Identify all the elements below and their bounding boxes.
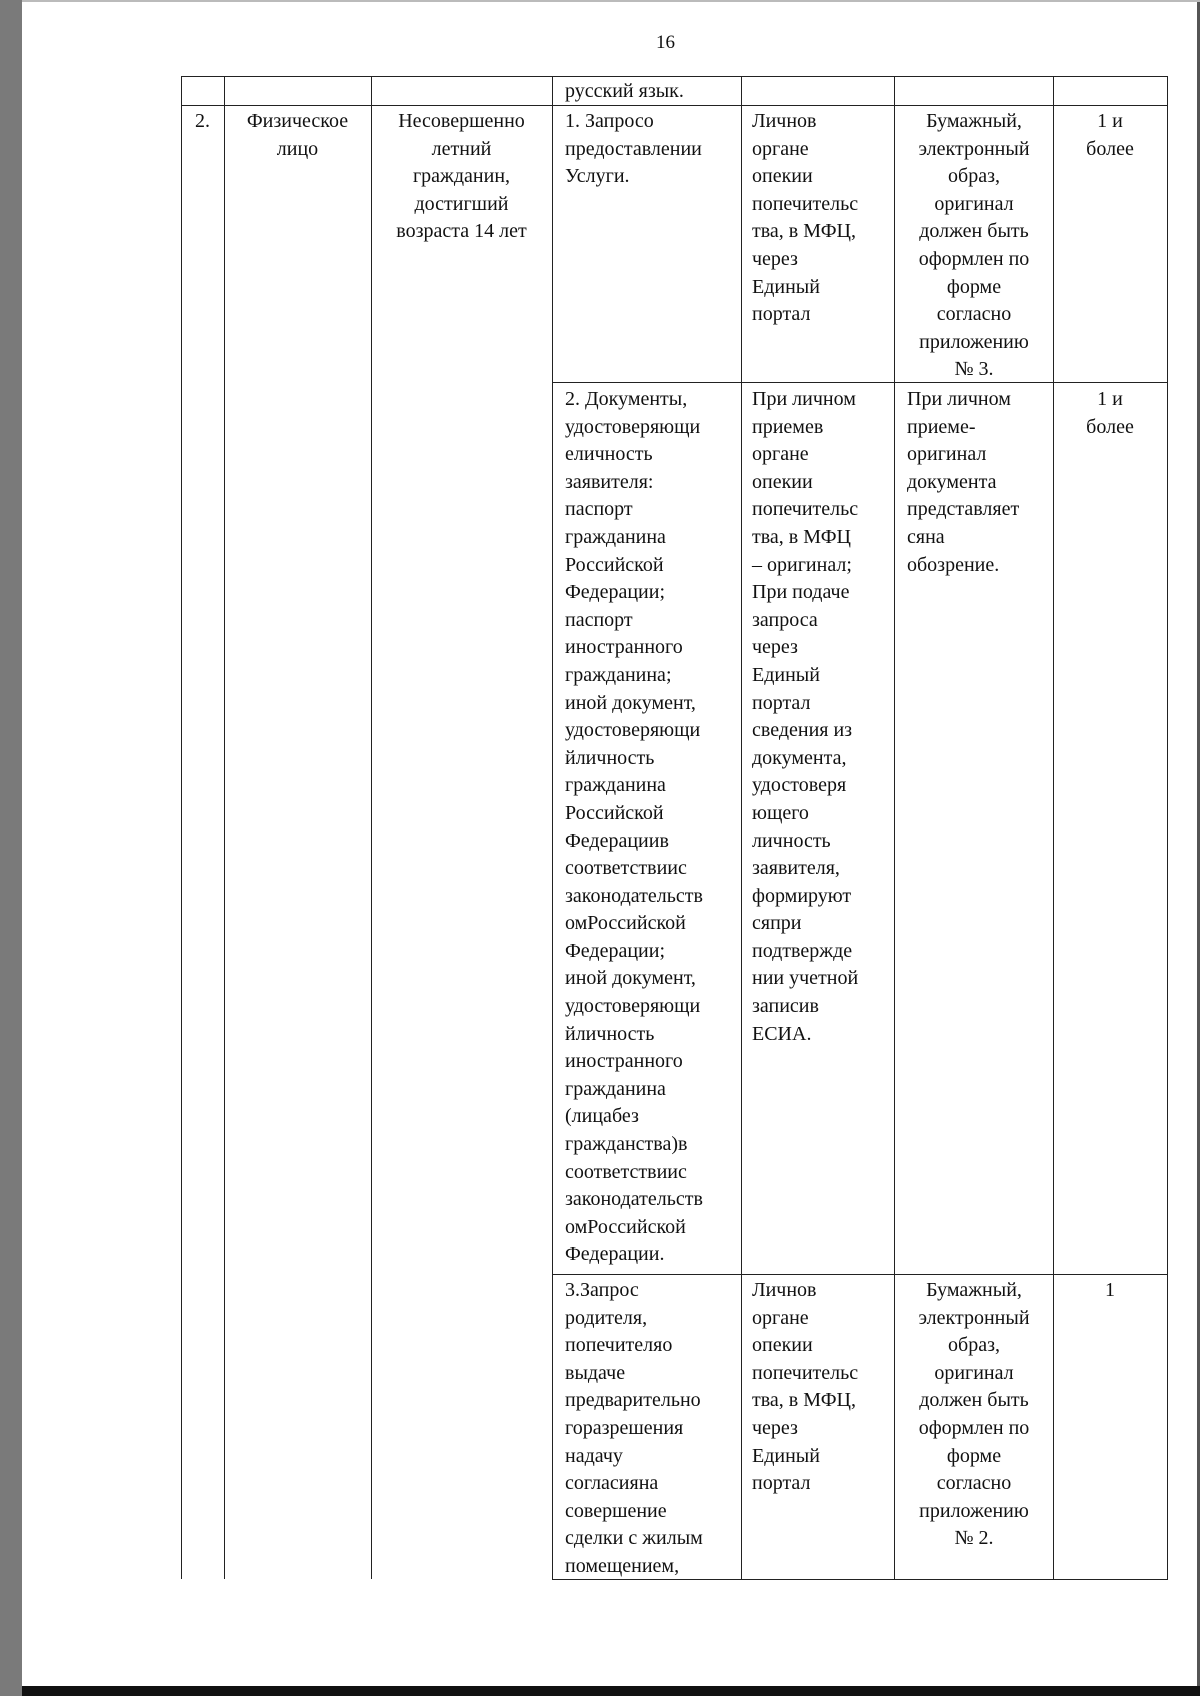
text-line xyxy=(565,965,731,993)
text-line xyxy=(565,552,731,580)
text-line xyxy=(565,108,731,136)
text-word: гражданина xyxy=(565,1077,666,1100)
text-word: записи xyxy=(752,995,810,1018)
text-line xyxy=(907,524,1043,552)
text-line: достигший xyxy=(414,192,509,215)
text-word: предоставлении xyxy=(565,137,702,160)
text-word: личность xyxy=(575,746,655,769)
text-word: При подаче xyxy=(752,581,850,604)
text-line: № 3. xyxy=(954,358,994,381)
doc2-form xyxy=(907,386,1043,579)
text-line xyxy=(565,1186,731,1214)
text-line xyxy=(752,910,886,938)
text-line xyxy=(565,441,731,469)
prev-row-text: русский язык. xyxy=(565,80,684,102)
text-line xyxy=(907,386,1043,414)
text-word: – оригинал; xyxy=(752,553,852,576)
text-line xyxy=(565,496,731,524)
text-word: соответствии xyxy=(565,857,679,880)
text-line: возраста 14 лет xyxy=(396,220,527,243)
text-line xyxy=(752,828,886,856)
text-line xyxy=(565,1076,731,1104)
text-word: на xyxy=(925,525,945,548)
text-line: образ, xyxy=(948,1334,1000,1357)
text-line xyxy=(565,414,731,442)
text-line xyxy=(565,1241,731,1269)
text-line xyxy=(752,579,886,607)
table-border xyxy=(894,76,895,1579)
text-line xyxy=(752,1332,886,1360)
text-word: ся xyxy=(752,912,771,935)
text-word: заявителя: xyxy=(565,470,654,493)
text-line: гражданин, xyxy=(412,165,511,188)
text-word: на xyxy=(638,1472,659,1495)
text-word: ом xyxy=(565,1215,588,1238)
text-word: Лично xyxy=(752,110,808,132)
text-word: иной документ, xyxy=(565,691,696,714)
text-word: Российской xyxy=(565,801,664,824)
text-word: 2. Документы, xyxy=(565,388,688,410)
text-word: документа xyxy=(907,470,997,493)
text-word: формируют xyxy=(752,884,852,907)
text-word: удостоверя xyxy=(752,774,847,797)
text-word: разрешения xyxy=(582,1416,684,1439)
text-word: о xyxy=(643,110,654,132)
text-word: опеки xyxy=(752,470,802,493)
text-line: Бумажный, xyxy=(926,110,1022,132)
applicant-category xyxy=(224,108,371,163)
text-line: образ, xyxy=(948,165,1000,188)
text-line: оформлен по xyxy=(918,247,1030,270)
text-line xyxy=(565,1470,731,1498)
text-line xyxy=(752,524,886,552)
text-line xyxy=(907,552,1043,580)
doc1-form xyxy=(899,108,1049,384)
text-word: родителя, xyxy=(565,1306,648,1329)
text-word: паспорт xyxy=(565,608,633,631)
doc3-name xyxy=(565,1277,731,1581)
text-line xyxy=(565,1360,731,1388)
text-line: должен быть xyxy=(919,1389,1029,1412)
text-word: Единый xyxy=(752,663,820,686)
text-line: Бумажный, xyxy=(926,1279,1022,1301)
text-line: 1 xyxy=(1105,1279,1115,1301)
text-line xyxy=(565,1387,731,1415)
text-word: выдаче xyxy=(565,1361,626,1384)
text-word: При личном xyxy=(907,388,1011,410)
text-word: портал xyxy=(752,303,811,326)
text-word: законодательств xyxy=(565,1188,703,1211)
text-line xyxy=(907,441,1043,469)
text-word: приеме xyxy=(752,415,814,438)
text-word: через xyxy=(752,1416,798,1439)
text-line: более xyxy=(1086,137,1134,160)
text-line xyxy=(565,1048,731,1076)
text-word: попечительс xyxy=(752,498,859,521)
text-line xyxy=(565,1525,731,1553)
text-line: более xyxy=(1086,415,1134,438)
text-line xyxy=(752,1305,886,1333)
text-line: оригинал xyxy=(934,192,1014,215)
text-line xyxy=(565,662,731,690)
text-line: летний xyxy=(431,137,492,160)
text-word: через xyxy=(752,247,798,270)
text-word: Единый xyxy=(752,1444,820,1467)
text-line xyxy=(565,163,731,191)
text-word: в xyxy=(809,995,819,1018)
text-line xyxy=(752,414,886,442)
text-word: гражданина xyxy=(565,774,666,797)
text-line: электронный xyxy=(918,137,1030,160)
text-line xyxy=(752,1021,886,1049)
text-line xyxy=(565,1131,731,1159)
text-word: подтвержде xyxy=(752,939,853,962)
text-word: с xyxy=(678,857,687,880)
text-word: Запрос xyxy=(580,1279,639,1301)
text-line xyxy=(752,136,886,164)
text-word: сделки с жилым xyxy=(565,1527,703,1550)
text-word: и xyxy=(802,470,813,493)
text-word: иностранного xyxy=(565,636,683,659)
text-line xyxy=(565,772,731,800)
text-line: согласно xyxy=(936,303,1012,326)
table-border xyxy=(1167,76,1168,1579)
prev-row-tail xyxy=(565,78,735,106)
text-word: согласия xyxy=(565,1472,639,1495)
text-line xyxy=(752,662,886,690)
text-word: органе xyxy=(752,1306,809,1329)
text-line xyxy=(752,163,886,191)
text-word: 1. Запрос xyxy=(565,110,644,132)
text-word: дачу xyxy=(584,1444,623,1467)
text-word: портал xyxy=(752,1472,811,1495)
text-word: заявителя, xyxy=(752,857,840,880)
text-word: гражданина; xyxy=(565,663,672,686)
text-word: помещением, xyxy=(565,1554,680,1577)
text-line xyxy=(565,1103,731,1131)
text-line xyxy=(565,634,731,662)
text-word: Российской xyxy=(565,553,664,576)
text-word: личность xyxy=(573,443,653,466)
text-line xyxy=(752,1277,886,1305)
text-line xyxy=(565,1332,731,1360)
text-word: приеме xyxy=(907,415,969,438)
text-word: тва, в МФЦ, xyxy=(752,1389,857,1412)
text-word: в xyxy=(813,415,824,438)
text-line xyxy=(752,938,886,966)
text-line xyxy=(565,1415,731,1443)
text-line: должен быть xyxy=(919,220,1029,243)
text-line xyxy=(752,441,886,469)
text-word: удостоверяющи xyxy=(565,719,701,742)
text-word: и xyxy=(802,165,813,188)
text-line xyxy=(752,1470,886,1498)
text-line: согласно xyxy=(936,1472,1012,1495)
text-line xyxy=(752,1443,886,1471)
text-line xyxy=(907,496,1043,524)
text-word: в xyxy=(659,829,669,852)
text-line xyxy=(565,883,731,911)
text-line xyxy=(565,993,731,1021)
doc1-method xyxy=(752,108,886,329)
text-word: ом xyxy=(565,912,588,935)
text-word: опеки xyxy=(752,165,802,188)
text-line xyxy=(565,855,731,883)
text-word: го xyxy=(565,1416,583,1439)
table-border xyxy=(552,76,553,1579)
text-word: 3. xyxy=(565,1279,580,1301)
text-word: попечительс xyxy=(752,192,859,215)
text-word: личность xyxy=(575,1022,655,1045)
text-word: органе xyxy=(752,137,809,160)
text-line xyxy=(752,301,886,329)
text-word: и xyxy=(802,1334,813,1357)
text-word: законодательств xyxy=(565,884,703,907)
text-word: органе xyxy=(752,443,809,466)
doc1-name xyxy=(565,108,731,191)
text-line xyxy=(565,136,731,164)
text-line xyxy=(752,496,886,524)
doc3-count xyxy=(1053,1277,1167,1305)
doc1-count xyxy=(1053,108,1167,163)
table-border xyxy=(552,1274,1168,1275)
text-line: приложению xyxy=(919,330,1029,353)
text-word: Федерации; xyxy=(565,581,666,604)
text-line xyxy=(565,1443,731,1471)
table-border xyxy=(224,76,225,1579)
text-line xyxy=(565,800,731,828)
text-word: Российской xyxy=(587,912,686,935)
text-line xyxy=(565,1305,731,1333)
text-line xyxy=(752,386,886,414)
text-line: 1 и xyxy=(1097,110,1123,132)
text-line: Несовершенно xyxy=(398,110,525,132)
text-word: в xyxy=(807,1279,817,1301)
text-line xyxy=(752,607,886,635)
text-line xyxy=(907,469,1043,497)
text-line xyxy=(752,717,886,745)
text-word: паспорт xyxy=(565,498,633,521)
text-word: обозрение. xyxy=(907,553,1000,576)
text-word: сведения из xyxy=(752,719,853,742)
table-border xyxy=(552,382,1168,383)
text-line xyxy=(565,579,731,607)
text-line xyxy=(752,246,886,274)
text-line xyxy=(565,386,731,414)
text-line xyxy=(565,828,731,856)
table-border xyxy=(1053,76,1054,1579)
text-word: попечительс xyxy=(752,1361,859,1384)
text-line: Физическое xyxy=(246,110,349,132)
table-border xyxy=(181,76,1168,77)
text-word: попечителя xyxy=(565,1334,663,1357)
text-line xyxy=(752,772,886,800)
table-border xyxy=(741,76,742,1579)
text-line xyxy=(565,1553,731,1581)
text-line xyxy=(565,690,731,718)
text-word: При личном xyxy=(752,388,856,410)
text-line xyxy=(752,965,886,993)
text-line xyxy=(752,191,886,219)
text-line xyxy=(752,552,886,580)
text-line: приложению xyxy=(919,1499,1029,1522)
text-word: иностранного xyxy=(565,1050,683,1073)
text-word: Услуги. xyxy=(565,165,630,188)
text-word: в xyxy=(678,1133,688,1156)
doc2-count xyxy=(1053,386,1167,441)
doc2-name xyxy=(565,386,731,1269)
text-line xyxy=(565,1159,731,1187)
doc2-method xyxy=(752,386,886,1048)
text-word: нии учетной xyxy=(752,967,859,990)
text-word: предварительно xyxy=(565,1389,701,1412)
text-line xyxy=(752,108,886,136)
text-line xyxy=(752,745,886,773)
text-line xyxy=(565,607,731,635)
text-word: тва, в МФЦ, xyxy=(752,220,857,243)
text-line xyxy=(565,524,731,552)
text-word: на xyxy=(565,1444,585,1467)
text-word: ся xyxy=(907,525,926,548)
table-border xyxy=(371,76,372,1579)
text-line xyxy=(752,1387,886,1415)
text-word: оригинал xyxy=(907,443,987,466)
text-word: через xyxy=(752,636,798,659)
text-line: оригинал xyxy=(934,1361,1014,1384)
text-word: запроса xyxy=(752,608,818,631)
text-line xyxy=(752,1415,886,1443)
row-number xyxy=(181,108,224,136)
text-word: удостоверяющи xyxy=(565,415,701,438)
text-word: Единый xyxy=(752,275,820,298)
text-word: Федерации; xyxy=(565,939,666,962)
text-word: Федерации. xyxy=(565,1243,665,1266)
text-word: с xyxy=(678,1160,687,1183)
text-line xyxy=(752,883,886,911)
text-line: электронный xyxy=(918,1306,1030,1329)
text-line xyxy=(752,634,886,662)
applicant-subcategory xyxy=(371,108,552,246)
text-line xyxy=(752,274,886,302)
text-line: лицо xyxy=(276,137,319,160)
text-word: й xyxy=(565,1022,576,1045)
text-line: форме xyxy=(946,275,1002,298)
text-line xyxy=(752,218,886,246)
text-line xyxy=(752,690,886,718)
text-word: при xyxy=(770,912,802,935)
text-word: в xyxy=(807,110,817,132)
text-word: совершение xyxy=(565,1499,667,1522)
text-line xyxy=(565,1214,731,1242)
text-word: иной документ, xyxy=(565,967,696,990)
text-word: Федерации xyxy=(565,829,660,852)
text-word: Лично xyxy=(752,1279,808,1301)
text-line: оформлен по xyxy=(918,1416,1030,1439)
page-number: 16 xyxy=(656,32,675,53)
text-line: № 2. xyxy=(954,1527,994,1550)
text-word: представляет xyxy=(907,498,1020,521)
text-line xyxy=(752,855,886,883)
text-word: тва, в МФЦ xyxy=(752,525,852,548)
row-number-text: 2. xyxy=(195,110,210,132)
text-word: - xyxy=(968,415,976,438)
text-word: документа, xyxy=(752,746,847,769)
text-word: (лица xyxy=(565,1105,612,1128)
doc3-form xyxy=(899,1277,1049,1553)
text-word: ЕСИА. xyxy=(752,1022,812,1045)
text-word: личность xyxy=(752,829,831,852)
doc3-method xyxy=(752,1277,886,1498)
text-line xyxy=(565,1021,731,1049)
table-border xyxy=(181,76,182,1579)
text-word: Российской xyxy=(587,1215,686,1238)
text-line xyxy=(752,993,886,1021)
text-line xyxy=(752,1360,886,1388)
text-word: гражданина xyxy=(565,525,666,548)
text-word: удостоверяющи xyxy=(565,995,701,1018)
text-word: без xyxy=(611,1105,639,1128)
text-line xyxy=(565,1498,731,1526)
text-word: ющего xyxy=(752,801,809,824)
text-line xyxy=(565,717,731,745)
text-word: е xyxy=(565,443,574,466)
text-word: о xyxy=(662,1334,673,1357)
text-line xyxy=(565,469,731,497)
text-line xyxy=(565,1277,731,1305)
text-word: соответствии xyxy=(565,1160,679,1183)
text-line xyxy=(907,414,1043,442)
text-line xyxy=(752,800,886,828)
text-line: форме xyxy=(946,1444,1002,1467)
text-word: опеки xyxy=(752,1334,802,1357)
text-word: гражданства) xyxy=(565,1133,678,1156)
text-line: 1 и xyxy=(1097,388,1123,410)
text-line xyxy=(565,938,731,966)
text-line xyxy=(565,910,731,938)
text-line xyxy=(565,745,731,773)
text-line xyxy=(752,469,886,497)
text-word: й xyxy=(565,746,576,769)
text-word: портал xyxy=(752,691,811,714)
